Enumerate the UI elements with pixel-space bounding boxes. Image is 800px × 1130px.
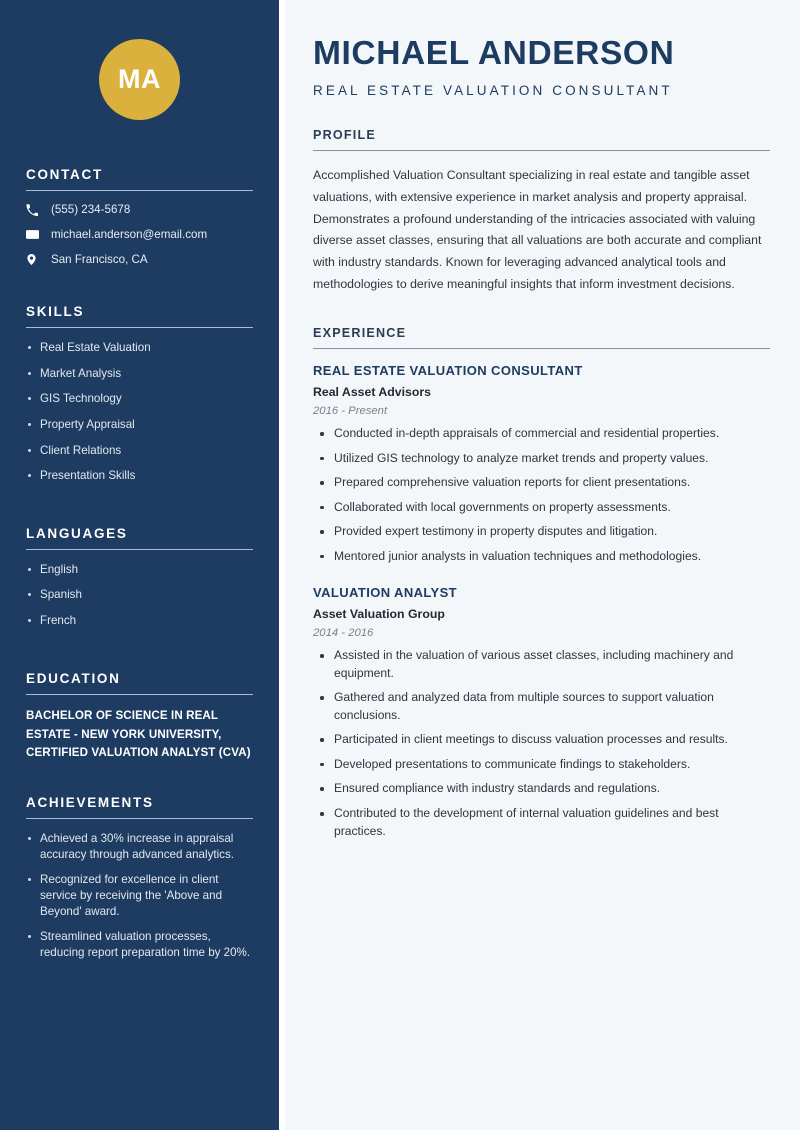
job-bullet-list: [313, 425, 770, 565]
experience-job: [313, 585, 770, 840]
list-item: Real Estate Valuation: [26, 340, 253, 356]
skills-heading: SKILLS: [26, 304, 85, 319]
contact-item-email[interactable]: [26, 228, 253, 241]
languages-list: [26, 562, 253, 629]
sidebar-section-languages: [0, 526, 279, 629]
sidebar-section-contact: [0, 167, 279, 266]
job-title: REAL ESTATE VALUATION CONSULTANT: [313, 363, 583, 379]
education-heading: EDUCATION: [26, 670, 121, 686]
phone-icon: [26, 204, 44, 216]
job-company: Asset Valuation Group: [313, 607, 445, 622]
experience-heading: EXPERIENCE: [313, 326, 407, 341]
contact-location-value: San Francisco, CA: [51, 253, 148, 266]
spacer: [0, 763, 279, 795]
list-item: Utilized GIS technology to analyze market trends and property values.: [313, 450, 770, 468]
sidebar-section-education: [0, 671, 279, 763]
header-subtitle: REAL ESTATE VALUATION CONSULTANT: [313, 82, 673, 98]
languages-heading: LANGUAGES: [26, 525, 128, 541]
list-item: English: [26, 562, 253, 578]
contact-item-location[interactable]: [26, 253, 253, 266]
map-pin-icon: [26, 253, 44, 266]
list-item: Participated in client meetings to discuss valuation processes and results.: [313, 731, 770, 749]
profile-heading: PROFILE: [313, 127, 376, 142]
list-item: Spanish: [26, 587, 253, 603]
list-item: Recognized for excellence in client service by receiving the 'Above and Beyond' award.: [26, 872, 253, 919]
contact-list: [26, 203, 253, 266]
list-item: Developed presentations to communicate findings to stakeholders.: [313, 756, 770, 774]
contact-divider: [26, 190, 253, 191]
skills-list: [26, 340, 253, 484]
contact-email-value: michael.anderson@email.com: [51, 228, 208, 241]
education-divider: [26, 694, 253, 695]
list-item: Property Appraisal: [26, 417, 253, 433]
profile-divider: [313, 150, 770, 151]
list-item: Client Relations: [26, 443, 253, 459]
envelope-icon: [26, 228, 44, 241]
avatar-container: [0, 0, 279, 120]
job-title: VALUATION ANALYST: [313, 585, 458, 601]
section-experience: [313, 326, 770, 840]
spacer: [0, 278, 279, 304]
list-item: Mentored junior analysts in valuation techniques and methodologies.: [313, 548, 770, 566]
job-dates: 2014 - 2016: [313, 627, 374, 640]
profile-text: Accomplished Valuation Consultant specializing in real estate and tangible asset valuations, with extensive experience in market analysis and property appraisal. Demonstrates a profound understanding of the intricacies associated with valuing diverse asset classes, ensuring that all valuations are both accurate and compliant with industry standards. Known for leveraging advanced analytical tools and methodologies to derive meaningful insights that inform investment decisions.: [313, 167, 762, 292]
list-item: GIS Technology: [26, 391, 253, 407]
list-item: French: [26, 613, 253, 629]
list-item: Achieved a 30% increase in appraisal accuracy through advanced analytics.: [26, 831, 253, 862]
achievements-list: [26, 831, 253, 960]
spacer: [0, 494, 279, 526]
section-profile: [313, 128, 770, 296]
experience-divider: [313, 348, 770, 349]
contact-heading: CONTACT: [26, 167, 103, 182]
list-item: Ensured compliance with industry standards and regulations.: [313, 780, 770, 798]
page-title: MICHAEL ANDERSON: [313, 35, 675, 72]
list-item: Gathered and analyzed data from multiple sources to support valuation conclusions.: [313, 689, 770, 724]
sidebar-section-skills: [0, 304, 279, 484]
spacer: [0, 639, 279, 671]
avatar-initials: MA: [99, 39, 180, 120]
list-item: Collaborated with local governments on property assessments.: [313, 499, 770, 517]
list-item: Contributed to the development of internal valuation guidelines and best practices.: [313, 805, 770, 840]
job-company: Real Asset Advisors: [313, 385, 432, 400]
achievements-heading: ACHIEVEMENTS: [26, 795, 154, 811]
contact-item-phone[interactable]: [26, 203, 253, 216]
achievements-divider: [26, 818, 253, 819]
list-item: Conducted in-depth appraisals of commercial and residential properties.: [313, 425, 770, 443]
list-item: Prepared comprehensive valuation reports for client presentations.: [313, 474, 770, 492]
list-item: Presentation Skills: [26, 468, 253, 484]
list-item: Streamlined valuation processes, reducing report preparation time by 20%.: [26, 929, 253, 960]
list-item: Provided expert testimony in property disputes and litigation.: [313, 523, 770, 541]
experience-job: [313, 363, 770, 565]
sidebar-section-achievements: [0, 795, 279, 960]
list-item: Assisted in the valuation of various asset classes, including machinery and equipment.: [313, 647, 770, 682]
skills-divider: [26, 327, 253, 328]
sidebar: [0, 0, 279, 1130]
education-text: BACHELOR OF SCIENCE IN REAL ESTATE - NEW YORK UNIVERSITY, CERTIFIED VALUATION ANALYST (CVA): [26, 708, 251, 760]
list-item: Market Analysis: [26, 366, 253, 382]
job-dates: 2016 - Present: [313, 405, 388, 418]
languages-divider: [26, 549, 253, 550]
job-bullet-list: [313, 647, 770, 840]
main-content: [285, 0, 800, 1130]
contact-phone-value: (555) 234-5678: [51, 203, 131, 216]
